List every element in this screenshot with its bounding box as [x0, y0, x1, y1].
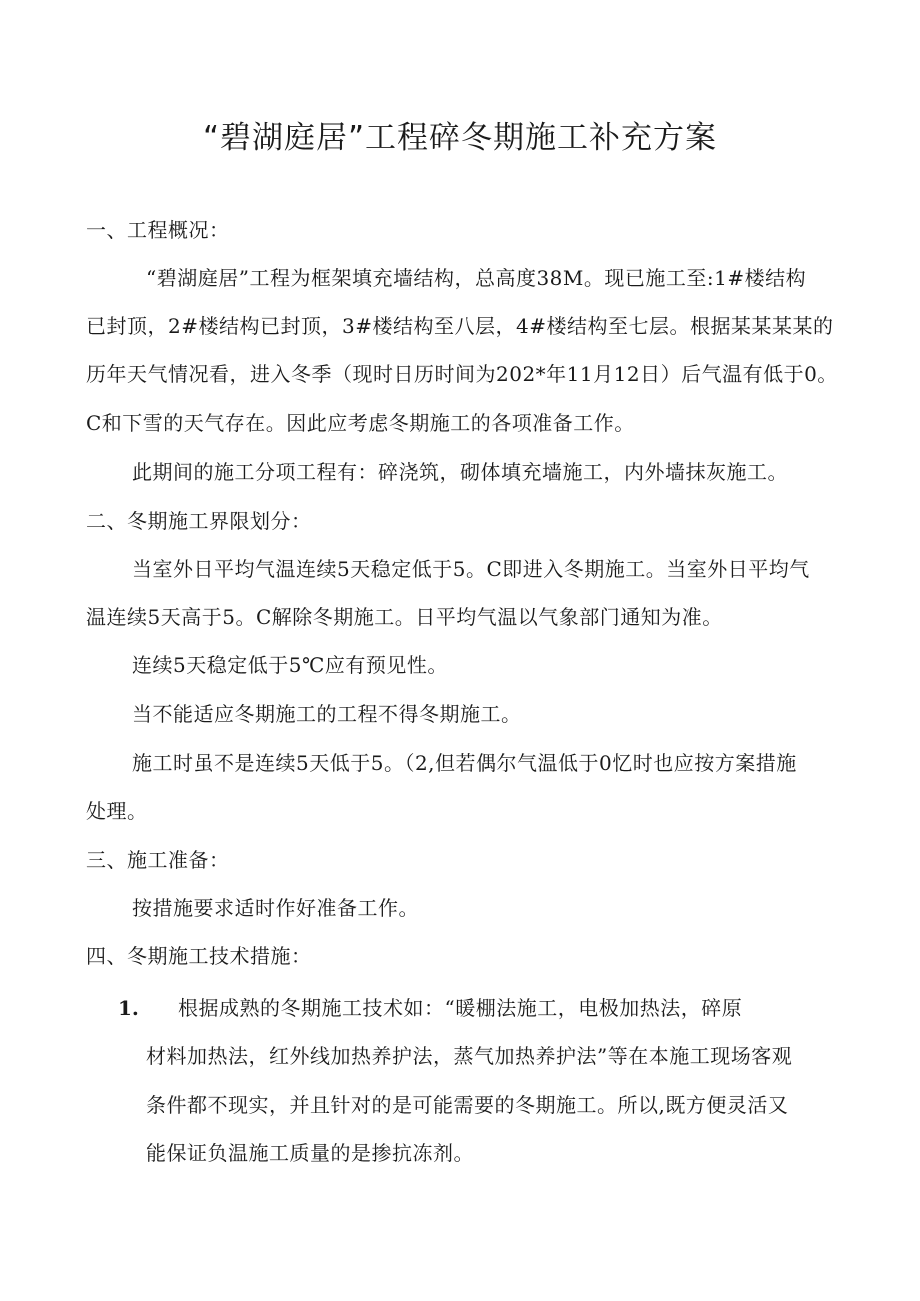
section-heading-preparation: 三、施工准备：	[86, 848, 230, 872]
section-heading-boundary: 二、冬期施工界限划分：	[86, 509, 312, 533]
paragraph-line: 已封顶，2#楼结构已封顶，3#楼结构至八层，4#楼结构至七层。根据某某某某的	[86, 314, 834, 338]
paragraph-line: 此期间的施工分项工程有：碎浇筑，砌体填充墙施工，内外墙抹灰施工。	[132, 460, 788, 484]
list-item-line: 材料加热法，红外线加热养护法，蒸气加热养护法”等在本施工现场客观	[146, 1044, 793, 1068]
paragraph-line: 温连续5天高于5。C解除冬期施工。日平均气温以气象部门通知为准。	[86, 605, 723, 629]
section-heading-overview: 一、工程概况：	[86, 218, 230, 242]
list-item-line: 根据成熟的冬期施工技术如：“暖棚法施工，电极加热法，碎原	[178, 996, 743, 1020]
paragraph-line: 处理。	[86, 799, 148, 823]
list-item-line: 条件都不现实，并且针对的是可能需要的冬期施工。所以,既方便灵活又	[146, 1093, 789, 1117]
paragraph-line: 施工时虽不是连续5天低于5。（2,但若偶尔气温低于0忆时也应按方案措施	[132, 751, 797, 775]
paragraph-line: 连续5天稳定低于5℃应有预见性。	[132, 653, 448, 677]
paragraph-line: “碧湖庭居”工程为框架填充墙结构，总高度38M。现已施工至:1#楼结构	[146, 266, 807, 290]
section-heading-technical-measures: 四、冬期施工技术措施：	[86, 944, 312, 968]
paragraph-line: 历年天气情况看，进入冬季（现时日历时间为202*年11月12日）后气温有低于0。	[86, 362, 838, 386]
list-item-number: 1.	[118, 996, 139, 1020]
document-title: “碧湖庭居”工程碎冬期施工补充方案	[202, 120, 718, 156]
paragraph-line: 当不能适应冬期施工的工程不得冬期施工。	[132, 702, 522, 726]
paragraph-line: C和下雪的天气存在。因此应考虑冬期施工的各项准备工作。	[86, 411, 635, 435]
paragraph-line: 按措施要求适时作好准备工作。	[132, 896, 419, 920]
paragraph-line: 当室外日平均气温连续5天稳定低于5。C即进入冬期施工。当室外日平均气	[132, 557, 810, 581]
list-item-line: 能保证负温施工质量的是掺抗冻剂。	[146, 1141, 474, 1165]
